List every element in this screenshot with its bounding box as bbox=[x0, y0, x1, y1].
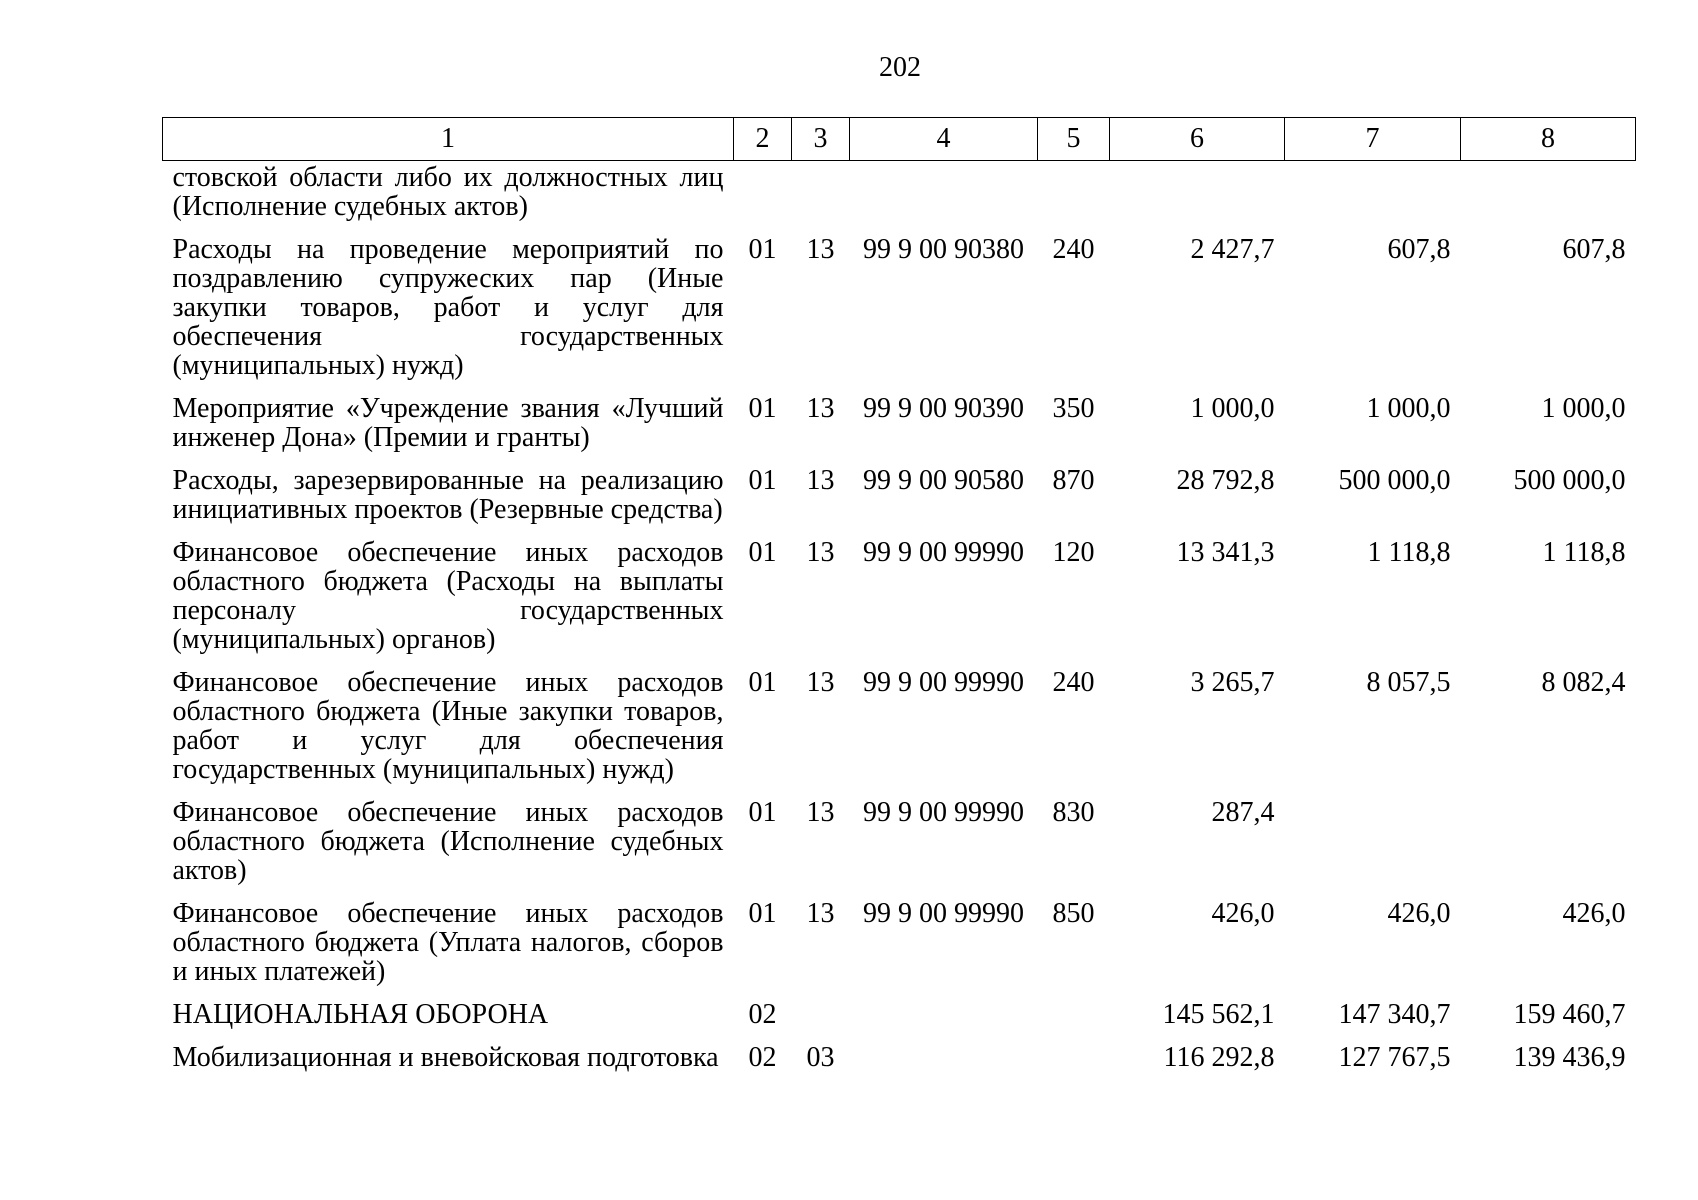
amount-col8-cell: 1 118,8 bbox=[1542, 537, 1626, 568]
amount-col7-cell: 147 340,7 bbox=[1338, 999, 1451, 1030]
subsection-code-cell: 13 bbox=[806, 465, 835, 496]
target-article-cell: 99 9 00 90380 bbox=[863, 234, 1024, 265]
expense-name-cell: Финансовое обеспечение иных расходов областного бюджета (Уплата налогов, сборов и иных платежей) bbox=[172, 898, 724, 987]
page-number: 202 bbox=[879, 52, 921, 83]
amount-col6-cell: 426,0 bbox=[1211, 898, 1275, 929]
expense-name-cell: Расходы, зарезервированные на реализацию инициативных проектов (Резервные средства) bbox=[172, 465, 724, 525]
table-row bbox=[163, 1039, 1636, 1082]
amount-col8-cell bbox=[1461, 161, 1636, 232]
amount-col7-cell bbox=[1285, 794, 1461, 895]
amount-col6-cell: 287,4 bbox=[1211, 797, 1275, 828]
amount-col6-cell: 2 427,7 bbox=[1190, 234, 1275, 265]
amount-col6-cell: 116 292,8 bbox=[1163, 1042, 1275, 1073]
column-header: 3 bbox=[792, 118, 850, 161]
expense-type-cell bbox=[1038, 1039, 1110, 1082]
amount-col6-cell: 145 562,1 bbox=[1162, 999, 1275, 1030]
subsection-code-cell: 13 bbox=[806, 667, 835, 698]
target-article-cell: 99 9 00 99990 bbox=[863, 898, 1024, 929]
amount-col8-cell: 1 000,0 bbox=[1541, 393, 1626, 424]
amount-col8-cell bbox=[1461, 794, 1636, 895]
target-article-cell bbox=[850, 161, 1038, 232]
target-article-cell bbox=[850, 996, 1038, 1039]
amount-col8-cell: 139 436,9 bbox=[1513, 1042, 1626, 1073]
target-article-cell: 99 9 00 99990 bbox=[863, 797, 1024, 828]
table-row bbox=[163, 794, 1636, 895]
amount-col7-cell: 1 000,0 bbox=[1366, 393, 1451, 424]
section-code-cell: 01 bbox=[748, 667, 777, 698]
column-header: 6 bbox=[1110, 118, 1285, 161]
section-code-cell: 01 bbox=[748, 898, 777, 929]
amount-col8-cell: 607,8 bbox=[1562, 234, 1626, 265]
column-header: 8 bbox=[1461, 118, 1636, 161]
section-code-cell: 01 bbox=[748, 797, 777, 828]
expense-type-cell: 830 bbox=[1052, 797, 1095, 828]
expense-type-cell: 240 bbox=[1052, 667, 1095, 698]
section-code-cell: 01 bbox=[748, 393, 777, 424]
expense-name-cell: стовской области либо их должностных лиц (Исполнение судебных актов) bbox=[172, 162, 724, 222]
table-row bbox=[163, 996, 1636, 1039]
table-header-row bbox=[163, 118, 1636, 161]
expense-type-cell bbox=[1038, 996, 1110, 1039]
table-row bbox=[163, 161, 1636, 232]
expense-name-cell: Финансовое обеспечение иных расходов областного бюджета (Иные закупки товаров, работ и услуг для обеспечения государственных (муниципальных) нужд) bbox=[172, 667, 724, 785]
amount-col7-cell: 607,8 bbox=[1387, 234, 1451, 265]
expense-type-cell: 350 bbox=[1052, 393, 1095, 424]
budget-table bbox=[162, 117, 1636, 1082]
column-header: 5 bbox=[1038, 118, 1110, 161]
section-code-cell: 01 bbox=[748, 465, 777, 496]
amount-col7-cell: 1 118,8 bbox=[1367, 537, 1451, 568]
table-row bbox=[163, 390, 1636, 462]
subsection-code-cell: 13 bbox=[806, 393, 835, 424]
amount-col8-cell: 159 460,7 bbox=[1513, 999, 1626, 1030]
subsection-code-cell: 13 bbox=[806, 234, 835, 265]
section-code-cell: 01 bbox=[748, 537, 777, 568]
expense-name-cell: НАЦИОНАЛЬНАЯ ОБОРОНА bbox=[172, 999, 549, 1030]
subsection-code-cell: 13 bbox=[806, 797, 835, 828]
table-row bbox=[163, 231, 1636, 390]
expense-name-cell: Расходы на проведение мероприятий по поздравлению супружеских пар (Иные закупки товаров, работ и услуг для обеспечения государственных (муниципальных) нужд) bbox=[172, 234, 724, 381]
table-row bbox=[163, 664, 1636, 794]
subsection-code-cell bbox=[792, 161, 850, 232]
expense-name-cell: Мобилизационная и вневойсковая подготовка bbox=[172, 1042, 719, 1073]
amount-col8-cell: 426,0 bbox=[1562, 898, 1626, 929]
expense-name-cell: Финансовое обеспечение иных расходов областного бюджета (Расходы на выплаты персоналу государственных (муниципальных) органов) bbox=[172, 537, 724, 655]
column-header: 1 bbox=[163, 118, 734, 161]
column-header: 4 bbox=[850, 118, 1038, 161]
subsection-code-cell: 13 bbox=[806, 537, 835, 568]
amount-col8-cell: 500 000,0 bbox=[1513, 465, 1626, 496]
subsection-code-cell bbox=[792, 996, 850, 1039]
amount-col7-cell: 500 000,0 bbox=[1338, 465, 1451, 496]
expense-name-cell: Финансовое обеспечение иных расходов областного бюджета (Исполнение судебных актов) bbox=[172, 797, 724, 886]
amount-col7-cell: 426,0 bbox=[1387, 898, 1451, 929]
amount-col6-cell: 28 792,8 bbox=[1176, 465, 1275, 496]
table-row bbox=[163, 895, 1636, 996]
subsection-code-cell: 13 bbox=[806, 898, 835, 929]
target-article-cell: 99 9 00 99990 bbox=[863, 667, 1024, 698]
expense-type-cell: 870 bbox=[1052, 465, 1095, 496]
expense-type-cell: 240 bbox=[1052, 234, 1095, 265]
section-code-cell: 01 bbox=[748, 234, 777, 265]
target-article-cell: 99 9 00 99990 bbox=[863, 537, 1024, 568]
section-code-cell: 02 bbox=[748, 999, 777, 1030]
target-article-cell: 99 9 00 90580 bbox=[863, 465, 1024, 496]
target-article-cell bbox=[850, 1039, 1038, 1082]
amount-col6-cell: 3 265,7 bbox=[1190, 667, 1275, 698]
table-row bbox=[163, 462, 1636, 534]
amount-col6-cell bbox=[1110, 161, 1285, 232]
amount-col7-cell: 127 767,5 bbox=[1338, 1042, 1451, 1073]
table-row bbox=[163, 534, 1636, 664]
column-header: 7 bbox=[1285, 118, 1461, 161]
amount-col7-cell: 8 057,5 bbox=[1366, 667, 1451, 698]
amount-col8-cell: 8 082,4 bbox=[1541, 667, 1626, 698]
column-header: 2 bbox=[734, 118, 792, 161]
amount-col6-cell: 13 341,3 bbox=[1176, 537, 1275, 568]
target-article-cell: 99 9 00 90390 bbox=[863, 393, 1024, 424]
expense-type-cell bbox=[1038, 161, 1110, 232]
amount-col6-cell: 1 000,0 bbox=[1190, 393, 1275, 424]
section-code-cell: 02 bbox=[748, 1042, 777, 1073]
expense-type-cell: 120 bbox=[1052, 537, 1095, 568]
expense-type-cell: 850 bbox=[1052, 898, 1095, 929]
subsection-code-cell: 03 bbox=[806, 1042, 835, 1073]
section-code-cell bbox=[734, 161, 792, 232]
amount-col7-cell bbox=[1285, 161, 1461, 232]
expense-name-cell: Мероприятие «Учреждение звания «Лучший инженер Дона» (Премии и гранты) bbox=[172, 393, 724, 453]
